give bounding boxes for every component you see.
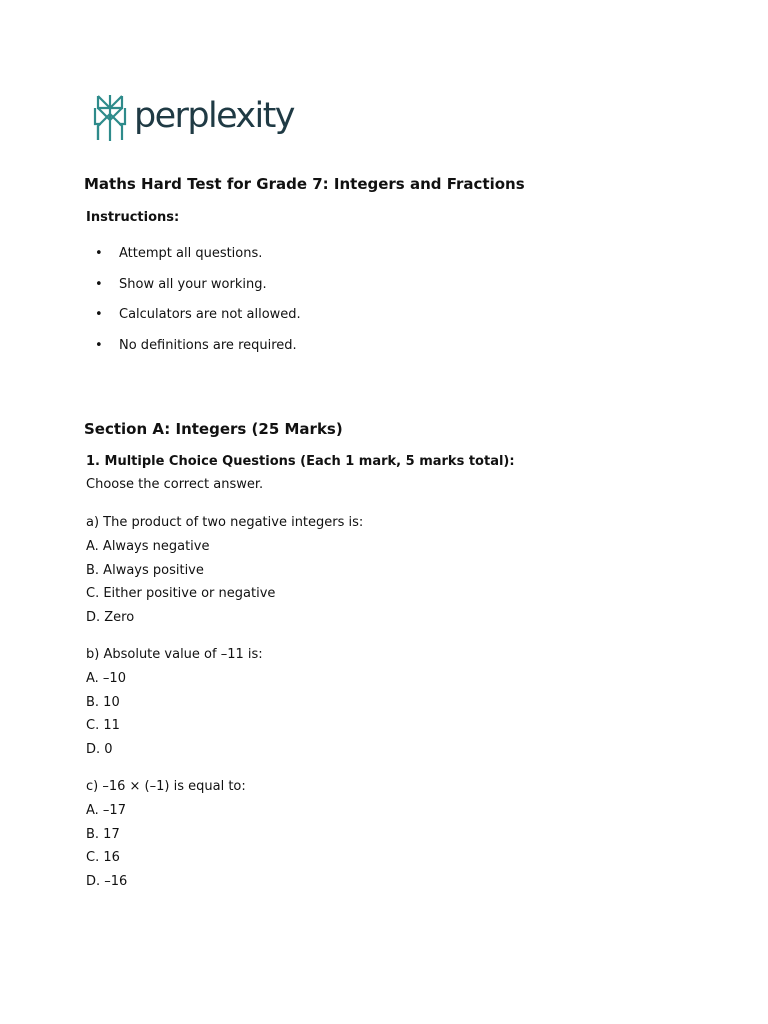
answer-option: A. –17	[86, 802, 126, 818]
answer-option: C. 16	[86, 850, 120, 866]
answer-option: D. Zero	[86, 610, 135, 626]
question-item	[86, 514, 363, 633]
answer-option: B. 10	[86, 694, 120, 710]
perplexity-logo	[92, 93, 294, 143]
answer-option: B. 17	[86, 826, 120, 842]
instruction-item: • Show all your working.	[86, 275, 301, 306]
question-item	[86, 646, 263, 765]
answer-option: D. 0	[86, 742, 113, 758]
instruction-item: • Attempt all questions.	[86, 244, 301, 275]
question-prompt: b) Absolute value of –11 is:	[86, 647, 263, 662]
instructions-heading: Instructions:	[86, 210, 180, 225]
answer-option: D. –16	[86, 874, 128, 890]
instruction-item: • Calculators are not allowed.	[86, 305, 301, 336]
instructions-list	[86, 244, 301, 366]
perplexity-logo-icon	[92, 93, 128, 143]
answer-option: C. Either positive or negative	[86, 586, 276, 602]
question-item	[86, 778, 246, 897]
document-title: Maths Hard Test for Grade 7: Integers and Fractions	[84, 175, 525, 193]
question-prompt: c) –16 × (–1) is equal to:	[86, 779, 246, 794]
brand-wordmark: perplexity	[134, 95, 294, 136]
answer-option: A. –10	[86, 670, 126, 686]
answer-option: B. Always positive	[86, 562, 204, 578]
answer-option: C. 11	[86, 718, 120, 734]
section-a-title: Section A: Integers (25 Marks)	[84, 420, 343, 438]
answer-option: A. Always negative	[86, 538, 210, 554]
question-1-heading: 1. Multiple Choice Questions (Each 1 mark, 5 marks total):	[86, 454, 515, 469]
question-prompt: a) The product of two negative integers is:	[86, 515, 364, 530]
question-1-intro: Choose the correct answer.	[86, 477, 264, 492]
instruction-item: • No definitions are required.	[86, 336, 301, 367]
